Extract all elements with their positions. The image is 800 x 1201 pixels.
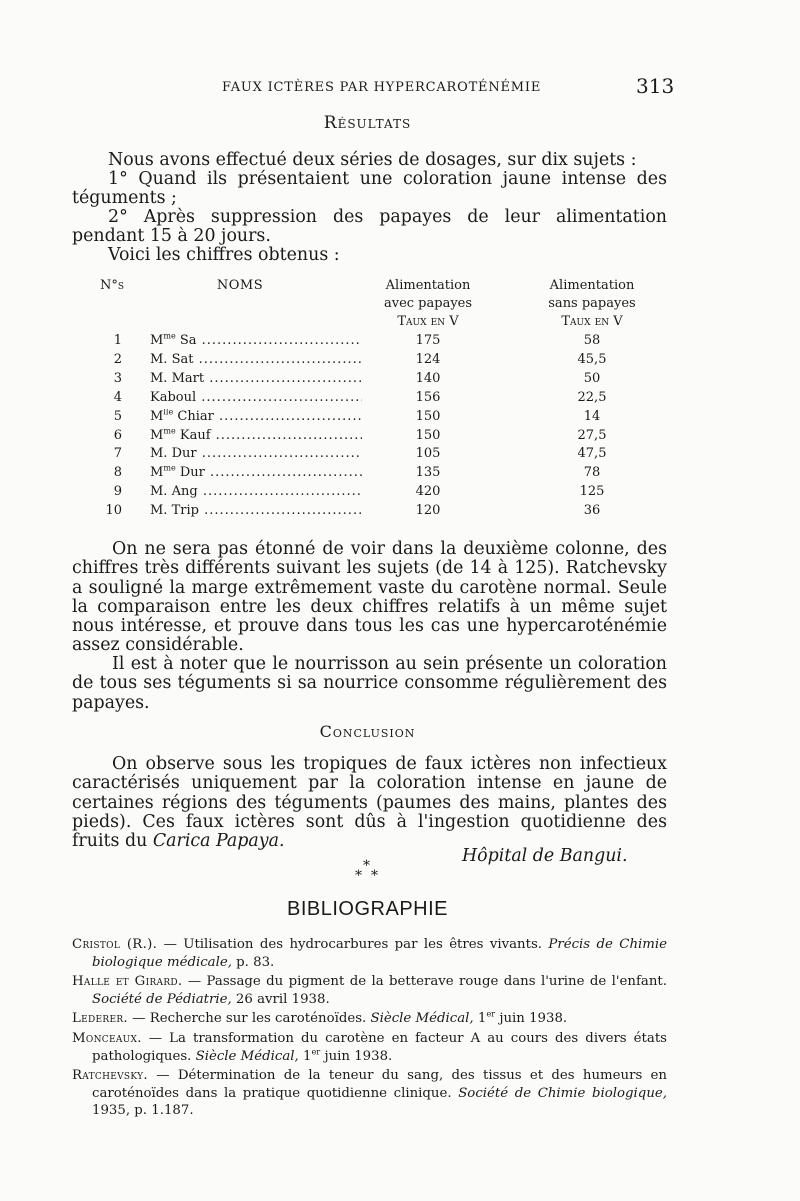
cell-sans-papayes: 58	[583, 333, 601, 348]
cell-avec-papayes: 156	[415, 389, 441, 405]
name-value: Mart	[171, 370, 205, 386]
cell-name	[150, 484, 362, 499]
cell-sans-papayes: 14	[583, 408, 601, 424]
cell-avec-papayes: 135	[415, 465, 441, 481]
cell-avec-papayes: 105	[415, 446, 441, 462]
running-head	[0, 72, 800, 102]
cell-avec-papayes: 140	[415, 370, 441, 386]
name-value: Sa	[179, 333, 197, 348]
name-value: Kaboul	[150, 389, 197, 405]
list-item-1	[72, 170, 667, 209]
bib-entry-monceaux	[72, 1030, 667, 1065]
bib-date: 26 avril 1938.	[231, 991, 330, 1007]
bib-source: Société de Chimie biologique,	[458, 1085, 667, 1101]
bib-source: Siècle Médical,	[195, 1048, 299, 1064]
bib-date-pre: 1	[473, 1011, 487, 1026]
section-heading-conclusion: Conclusion	[319, 722, 416, 741]
bib-date-post: juin 1938.	[495, 1011, 568, 1026]
name-prefix: M	[150, 333, 164, 348]
name-prefix: M.	[150, 446, 168, 462]
table-row	[0, 352, 800, 371]
bib-source: Société de Pédiatrie,	[92, 991, 232, 1007]
conclusion-species: Carica Papaya.	[152, 831, 285, 852]
bib-date-sup: er	[486, 1008, 496, 1019]
cell-sans-papayes: 78	[583, 465, 601, 481]
cell-avec-papayes: 175	[415, 333, 441, 348]
bib-title: — Passage du pigment de la betterave rouge dans l'urine de l'enfant.	[182, 974, 667, 989]
table-row	[0, 484, 800, 503]
intro-paragraph: Nous avons effectué deux séries de dosages, sur dix sujets :	[108, 150, 637, 170]
name-prefix: M.	[150, 351, 168, 367]
table-intro: Voici les chiffres obtenus :	[108, 245, 340, 265]
column-header-avec-line3: Taux en V	[397, 314, 459, 329]
cell-num: 5	[113, 408, 122, 424]
bib-date-post: juin 1938.	[320, 1048, 393, 1064]
name-prefix: M	[150, 427, 164, 443]
bib-author: Halle et Girard.	[72, 974, 183, 989]
bib-entry-halle-girard	[72, 973, 667, 1008]
cell-name	[150, 446, 362, 461]
bib-author: Monceaux.	[72, 1031, 142, 1046]
name-prefix: M.	[150, 484, 168, 500]
cell-num: 8	[113, 465, 122, 481]
list-text-2: Après suppression des papayes de leur alimentation pendant 15 à 20 jours.	[72, 207, 668, 247]
cell-num: 7	[113, 446, 122, 462]
name-prefix: M	[150, 465, 164, 481]
cell-num: 3	[113, 370, 122, 386]
name-value: Kauf	[179, 427, 211, 443]
cell-sans-papayes: 50	[583, 370, 601, 386]
name-prefix: M	[150, 408, 164, 424]
bib-title: — Détermination de la teneur du sang, des tissus et des humeurs en caroténoïdes dans la pratique quotidienne clinique.	[92, 1068, 667, 1101]
column-header-avec-line1: Alimentation	[385, 278, 471, 293]
table-row	[0, 333, 800, 352]
list-marker-2: 2°	[108, 207, 128, 227]
cell-avec-papayes: 150	[415, 408, 441, 424]
cell-name	[150, 390, 362, 405]
cell-avec-papayes: 120	[415, 503, 441, 519]
table-row	[0, 428, 800, 447]
table-row	[0, 371, 800, 390]
name-value: Ang	[171, 484, 198, 500]
comment-paragraph: On ne sera pas étonné de voir dans la deuxième colonne, des chiffres très différents suivant les sujets (de 14 à 125). Ratchevsky a souligné la marge extrêmement vaste du carotène normal. Seule la comparaison entre les deux chiffres relatifs à un même sujet nous intéresse, et prouve dans tous les cas une hypercaroténémie assez considérable.	[72, 539, 667, 656]
column-header-sans-line3: Taux en V	[561, 314, 623, 329]
column-header-num: N°s	[99, 278, 125, 293]
name-prefix: M.	[150, 370, 168, 386]
name-value: Chiar	[177, 408, 214, 424]
cell-sans-papayes: 27,5	[577, 427, 607, 443]
asterism	[352, 858, 382, 886]
column-header-noms: NOMS	[216, 278, 264, 293]
column-header-sans-papayes	[532, 277, 652, 331]
cell-num: 1	[113, 333, 122, 348]
cell-sans-papayes: 47,5	[577, 446, 607, 462]
bib-author: Lederer.	[72, 1011, 128, 1026]
cell-sans-papayes: 36	[583, 503, 601, 519]
section-heading-results: Résultats	[323, 113, 412, 133]
bib-title: — Utilisation des hydrocarbures par les êtres vivants.	[157, 937, 549, 952]
bib-entry-lederer	[72, 1010, 667, 1028]
column-header-avec-papayes	[368, 277, 488, 331]
results-table	[0, 274, 800, 524]
asterism-star-right: *	[371, 868, 378, 884]
bib-entry-ratchevsky	[72, 1067, 667, 1120]
cell-num: 10	[105, 503, 122, 519]
column-header-avec-line2: avec papayes	[383, 296, 473, 311]
cell-avec-papayes: 150	[415, 427, 441, 443]
list-text-1: Quand ils présentaient une coloration jaune intense des téguments ;	[72, 169, 667, 209]
cell-avec-papayes: 420	[415, 484, 441, 500]
running-title: FAUX ICTÈRES PAR HYPERCAROTÉNÉMIE	[222, 80, 542, 95]
signature: Hôpital de Bangui.	[462, 846, 628, 866]
name-prefix-sup: lle	[163, 408, 174, 417]
cell-name	[150, 352, 362, 367]
name-prefix-sup: me	[163, 333, 176, 341]
bibliography-heading: BIBLIOGRAPHIE	[287, 898, 448, 920]
name-prefix: M.	[150, 503, 168, 519]
name-value: Trip	[171, 503, 199, 519]
bib-date-pre: 1	[298, 1048, 312, 1064]
name-value: Sat	[171, 351, 194, 367]
name-value: Dur	[179, 465, 205, 481]
cell-name	[150, 333, 362, 348]
table-row	[0, 503, 800, 522]
cell-sans-papayes: 125	[579, 484, 605, 500]
cell-name	[150, 409, 362, 424]
table-row	[0, 409, 800, 428]
bib-date-sup: er	[311, 1046, 321, 1057]
table-row	[0, 390, 800, 409]
name-prefix-sup: me	[163, 465, 176, 473]
cell-num: 6	[113, 427, 122, 443]
bib-source: Précis de Chimie biologique médicale,	[92, 937, 667, 970]
cell-avec-papayes: 124	[415, 351, 441, 367]
cell-num: 9	[113, 484, 122, 500]
cell-num: 4	[113, 389, 122, 405]
bib-title: — La transformation du carotène en facteur A au cours des divers états pathologiques.	[92, 1031, 667, 1064]
name-prefix-sup: me	[163, 427, 176, 436]
column-header-sans-line2: sans papayes	[548, 296, 636, 311]
page-number: 313	[636, 74, 675, 98]
name-value: Dur	[171, 446, 197, 462]
bib-author: Ratchevsky.	[72, 1068, 148, 1083]
table-row	[0, 446, 800, 465]
cell-sans-papayes: 22,5	[577, 389, 607, 405]
list-item-2	[72, 208, 667, 247]
cell-name	[150, 503, 362, 518]
conclusion-paragraph	[72, 755, 667, 851]
note-paragraph: Il est à noter que le nourrisson au sein présente un coloration de tous ses téguments si sa nourrice consomme régulièrement des papayes.	[72, 654, 667, 713]
cell-num: 2	[113, 351, 122, 367]
bib-title: — Recherche sur les caroténoïdes.	[127, 1011, 371, 1026]
conclusion-text: On observe sous les tropiques de faux ictères non infectieux caractérisés uniquement par la coloration intense en jaune de certaines régions des téguments (paumes des mains, plantes des pieds). Ces faux ictères sont dûs à l'ingestion quotidienne des fruits du	[72, 754, 667, 852]
bib-source: Siècle Médical,	[370, 1011, 474, 1026]
cell-sans-papayes: 45,5	[577, 351, 607, 367]
cell-name	[150, 465, 362, 480]
bib-author: Cristol (R.).	[72, 937, 158, 952]
list-marker-1: 1°	[108, 169, 128, 189]
bib-date: p. 83.	[231, 954, 275, 970]
asterism-star-top: *	[363, 858, 370, 874]
bib-date: 1935, p. 1.187.	[92, 1103, 194, 1119]
cell-name	[150, 371, 362, 386]
asterism-star-left: *	[355, 868, 362, 884]
bib-entry-cristol	[72, 936, 667, 971]
column-header-sans-line1: Alimentation	[549, 278, 635, 293]
table-row	[0, 465, 800, 484]
cell-name	[150, 428, 362, 443]
